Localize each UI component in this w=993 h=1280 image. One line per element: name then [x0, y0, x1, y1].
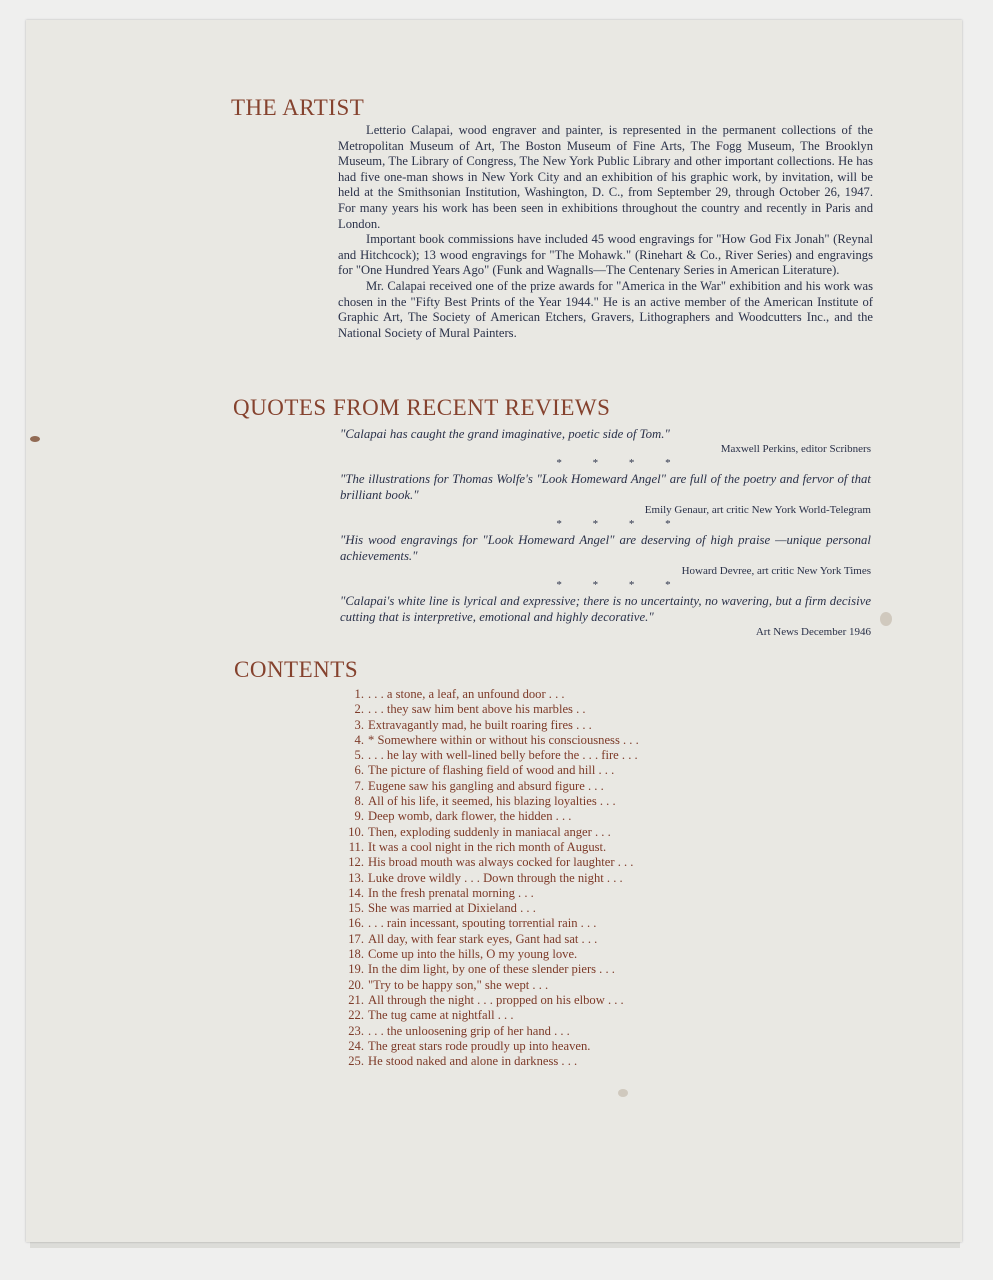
review-quote: "The illustrations for Thomas Wolfe's "Look Homeward Angel" are full of the poetry and fervor of that brilliant book." [340, 472, 871, 502]
contents-item-number: 4. [354, 732, 364, 747]
contents-item-title: "Try to be happy son," she wept . . . [368, 977, 549, 992]
contents-item [330, 886, 750, 901]
contents-item-title: The tug came at nightfall . . . [368, 1008, 514, 1023]
contents-list [330, 687, 750, 1069]
contents-item-title: Eugene saw his gangling and absurd figure . . . [368, 778, 604, 793]
contents-item-number: 21. [348, 992, 364, 1007]
contents-item-title: The picture of flashing field of wood and hill . . . [368, 763, 615, 778]
contents-item [330, 809, 750, 824]
artist-paragraph: Important book commissions have included 45 wood engravings for "How God Fix Jonah" (Reynal and Hitchcock); 13 wood engravings for "The Mohawk." (Rinehart & Co., River Series) and engravings for "One Hundred Years Ago" (Funk and Wagnalls—The Centenary Series in American Literature). [338, 232, 873, 278]
contents-item [330, 901, 750, 916]
artist-paragraph: Mr. Calapai received one of the prize awards for "America in the War" exhibition and his work was chosen in the "Fifty Best Prints of the Year 1944." He is an active member of the American Institute of Graphic Art, The Society of American Etchers, Gravers, Lithographers and Woodcutters Inc., and the National Society of Mural Painters. [338, 278, 873, 340]
review-attribution: Maxwell Perkins, editor Scribners [720, 443, 871, 455]
contents-item-title: The great stars rode proudly up into heaven. [368, 1038, 591, 1053]
contents-item [330, 748, 750, 763]
artist-paragraph: Letterio Calapai, wood engraver and painter, is represented in the permanent collections of the Metropolitan Museum of Art, The Boston Museum of Fine Arts, The Fogg Museum, The Brooklyn Museum, The Library of Congress, The New York Public Library and other important collections. He has had five one-man shows in New York City and an exhibition of his graphic work, by invitation, will be held at the Smithsonian Institution, Washington, D. C., from September 29, through October 26, 1947. For many years his work has been seen in exhibitions throughout the country and recently in Paris and London. [338, 123, 873, 231]
contents-item-number: 20. [348, 977, 364, 992]
artist-text [338, 123, 873, 341]
contents-item-number: 16. [348, 916, 364, 931]
contents-item-number: 15. [348, 901, 364, 916]
contents-item-number: 8. [354, 794, 364, 809]
contents-item-title: Come up into the hills, O my young love. [368, 947, 578, 962]
review-attribution: Emily Genaur, art critic New York World-Telegram [644, 504, 871, 516]
contents-item [330, 947, 750, 962]
contents-item [330, 794, 750, 809]
contents-item-number: 23. [348, 1023, 364, 1038]
contents-item-title: Luke drove wildly . . . Down through the night . . . [368, 870, 623, 885]
contents-item-title: His broad mouth was always cocked for laughter . . . [368, 855, 634, 870]
contents-item-title: Deep womb, dark flower, the hidden . . . [368, 809, 572, 824]
contents-item [330, 993, 750, 1008]
contents-item-title: In the fresh prenatal morning . . . [368, 885, 534, 900]
contents-item-number: 13. [348, 870, 364, 885]
contents-item [330, 1039, 750, 1054]
contents-item-number: 3. [354, 717, 364, 732]
contents-item-title: * Somewhere within or without his consciousness . . . [368, 732, 639, 747]
contents-item [330, 932, 750, 947]
paper-stain [618, 1089, 628, 1097]
contents-item [330, 840, 750, 855]
contents-item-number: 14. [348, 885, 364, 900]
contents-item-number: 19. [348, 962, 364, 977]
contents-item-number: 1. [354, 687, 364, 701]
contents-item [330, 1008, 750, 1023]
contents-item [330, 1024, 750, 1039]
contents-item [330, 871, 750, 886]
review-quote: "His wood engravings for "Look Homeward Angel" are deserving of high praise —unique personal achievements." [340, 533, 871, 563]
contents-item-title: . . . they saw him bent above his marbles . . [368, 702, 586, 717]
contents-item [330, 825, 750, 840]
contents-item-title: Then, exploding suddenly in maniacal anger . . . [368, 824, 611, 839]
contents-item-number: 24. [348, 1038, 364, 1053]
contents-item [330, 1054, 750, 1069]
contents-item-number: 12. [348, 855, 364, 870]
review-quote: "Calapai has caught the grand imaginative, poetic side of Tom." [340, 427, 670, 441]
artist-heading: THE ARTIST [231, 95, 365, 120]
contents-item-number: 9. [354, 809, 364, 824]
contents-item-number: 10. [348, 824, 364, 839]
contents-item-title: All through the night . . . propped on his elbow . . . [368, 992, 624, 1007]
contents-item [330, 733, 750, 748]
paper-stain [30, 436, 40, 442]
reviews-heading: QUOTES FROM RECENT REVIEWS [233, 395, 611, 420]
contents-item-number: 25. [348, 1054, 364, 1069]
review-attribution: Art News December 1946 [755, 626, 871, 638]
review-quote: "Calapai's white line is lyrical and expressive; there is no uncertainty, no wavering, but a firm decisive cutting that is interpretive, emotional and highly decorative." [340, 594, 871, 624]
contents-item-number: 6. [354, 763, 364, 778]
contents-item-number: 17. [348, 931, 364, 946]
contents-item-title: . . . rain incessant, spouting torrential rain . . . [368, 916, 597, 931]
contents-item [330, 779, 750, 794]
separator-stars: * * * * [556, 518, 685, 530]
contents-item-title: All day, with fear stark eyes, Gant had sat . . . [368, 931, 598, 946]
contents-item [330, 687, 750, 702]
contents-item-title: . . . a stone, a leaf, an unfound door . . . [368, 687, 565, 701]
contents-item-title: In the dim light, by one of these slender piers . . . [368, 962, 615, 977]
contents-item-number: 5. [354, 748, 364, 763]
contents-item-number: 22. [348, 1008, 364, 1023]
contents-item-number: 7. [354, 778, 364, 793]
contents-heading: CONTENTS [234, 657, 359, 682]
separator-stars: * * * * [556, 579, 685, 591]
contents-item [330, 916, 750, 931]
contents-item-number: 11. [348, 839, 364, 854]
separator-stars: * * * * [556, 457, 685, 469]
contents-item [330, 763, 750, 778]
contents-item-title: It was a cool night in the rich month of August. [368, 839, 607, 854]
contents-item [330, 978, 750, 993]
review-attribution: Howard Devree, art critic New York Times [681, 565, 871, 577]
contents-item-number: 2. [354, 702, 364, 717]
contents-item [330, 855, 750, 870]
contents-item [330, 962, 750, 977]
contents-item-number: 18. [348, 947, 364, 962]
reviews-section [340, 426, 871, 639]
paper-stain [880, 612, 892, 626]
contents-item-title: . . . he lay with well-lined belly before the . . . fire . . . [368, 748, 638, 763]
contents-item-title: He stood naked and alone in darkness . . . [368, 1054, 578, 1069]
contents-item-title: All of his life, it seemed, his blazing loyalties . . . [368, 794, 616, 809]
contents-item-title: . . . the unloosening grip of her hand . . . [368, 1023, 570, 1038]
contents-item [330, 702, 750, 717]
contents-item [330, 718, 750, 733]
contents-item-title: She was married at Dixieland . . . [368, 901, 536, 916]
contents-item-title: Extravagantly mad, he built roaring fires . . . [368, 717, 592, 732]
